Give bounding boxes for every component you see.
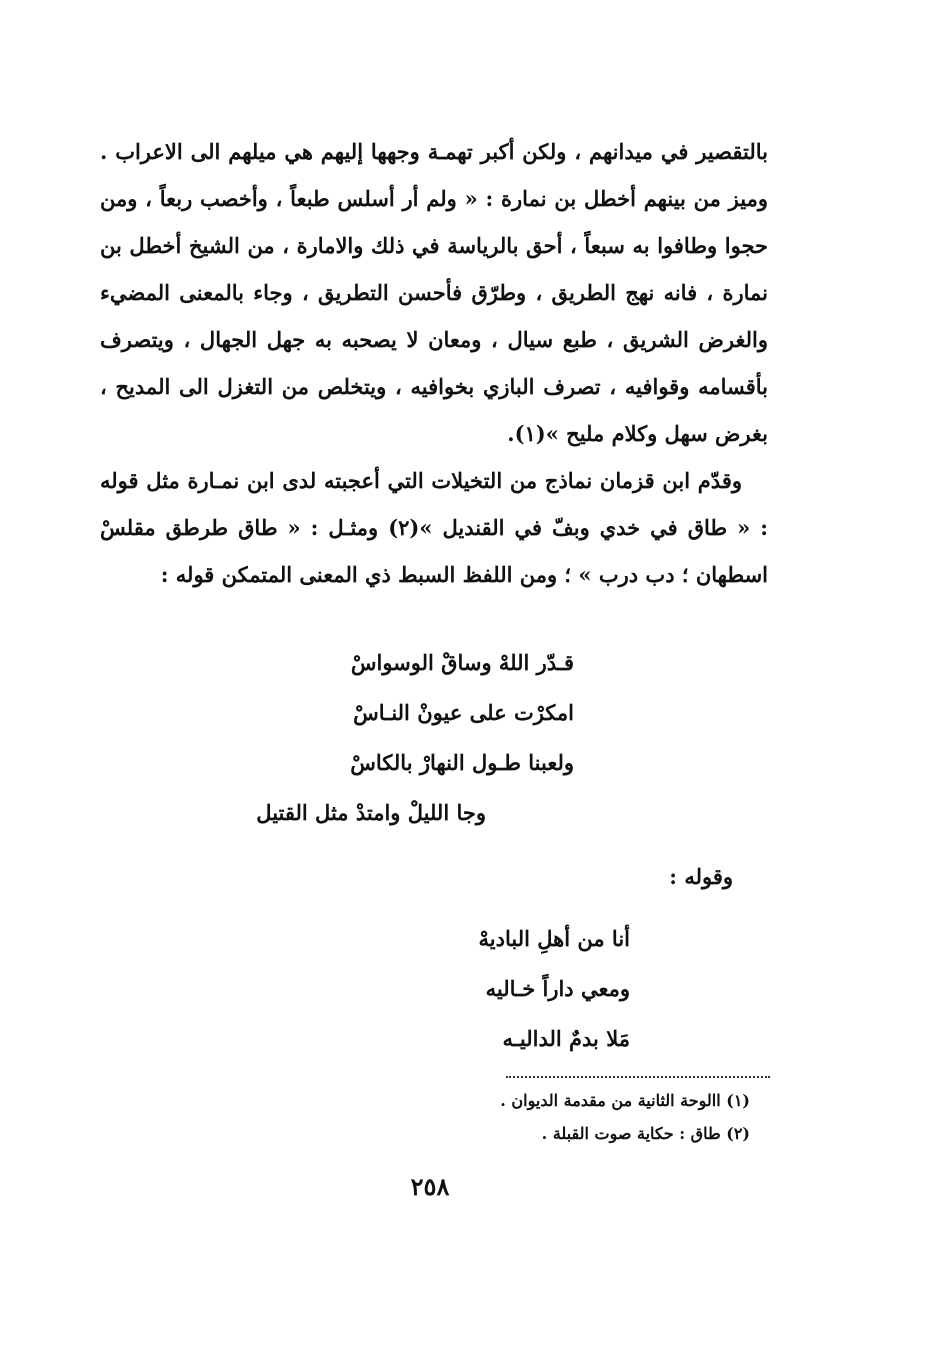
verse-line: وجا الليلْ وامتدْ مثل القتيل [256, 800, 486, 825]
main-text [100, 128, 768, 598]
poem-excerpt-1 [256, 638, 574, 838]
verse-line: ومعي داراً خـاليه [485, 976, 630, 1001]
poem-excerpt-2 [479, 914, 630, 1064]
page-number: ٢٥٨ [410, 1172, 450, 1201]
footnote-divider [506, 1076, 770, 1078]
verse-line: قـدّر اللهْ وساقْ الوسواسْ [350, 650, 574, 675]
verse-line: أنا من أهلِ الباديهْ [478, 926, 630, 951]
verse-line: امكرْت على عيونْ النـاسْ [353, 700, 574, 725]
verse-line: ولعبنا طـول النهارْ بالكاسْ [350, 750, 574, 775]
paragraph-1: بالتقصير في ميدانهم ، ولكن أكبر تهمـة وجهها إليهم هي ميلهم الى الاعراب . وميز من بينهم أخطل بن نمارة : « ولم أر أسلس طبعاً ، وأخصب ربعاً ، ومن حجوا وطافوا به سبعاً ، أحق بالرياسة في ذلك والامارة ، من الشيخ أخطل بن نمارة ، فانه نهج الطريق ، وطرّق فأحسن التطريق ، وجاء بالمعنى المضيء والغرض الشريق ، طبع سيال ، ومعان لا يصحبه به جهل الجهال ، ويتصرف بأقسامه وقوافيه ، تصرف البازي بخوافيه ، ويتخلص من التغزل الى المديح ، بغرض سهل وكلام مليح »(١). [100, 139, 768, 446]
footnote-2: (٢) طاق : حكاية صوت القبلة . [541, 1124, 750, 1143]
footnotes [500, 1084, 750, 1150]
poem-intro: وقوله : [669, 864, 733, 889]
verse-line: مَلا بدمٌ الداليـه [502, 1026, 630, 1051]
footnote-1: (١) االوحة الثانية من مقدمة الديوان . [500, 1091, 750, 1110]
paragraph-2: وقدّم ابن قزمان نماذج من التخيلات التي أعجبته لدى ابن نمـارة مثل قوله : « طاق في خدي وبفّ في القنديل »(٢) ومثـل : « طاق طرطق مقلسْ اسطهان ؛ دب درب » ؛ ومن اللفظ السبط ذي المعنى المتمكن قوله : [100, 468, 768, 587]
